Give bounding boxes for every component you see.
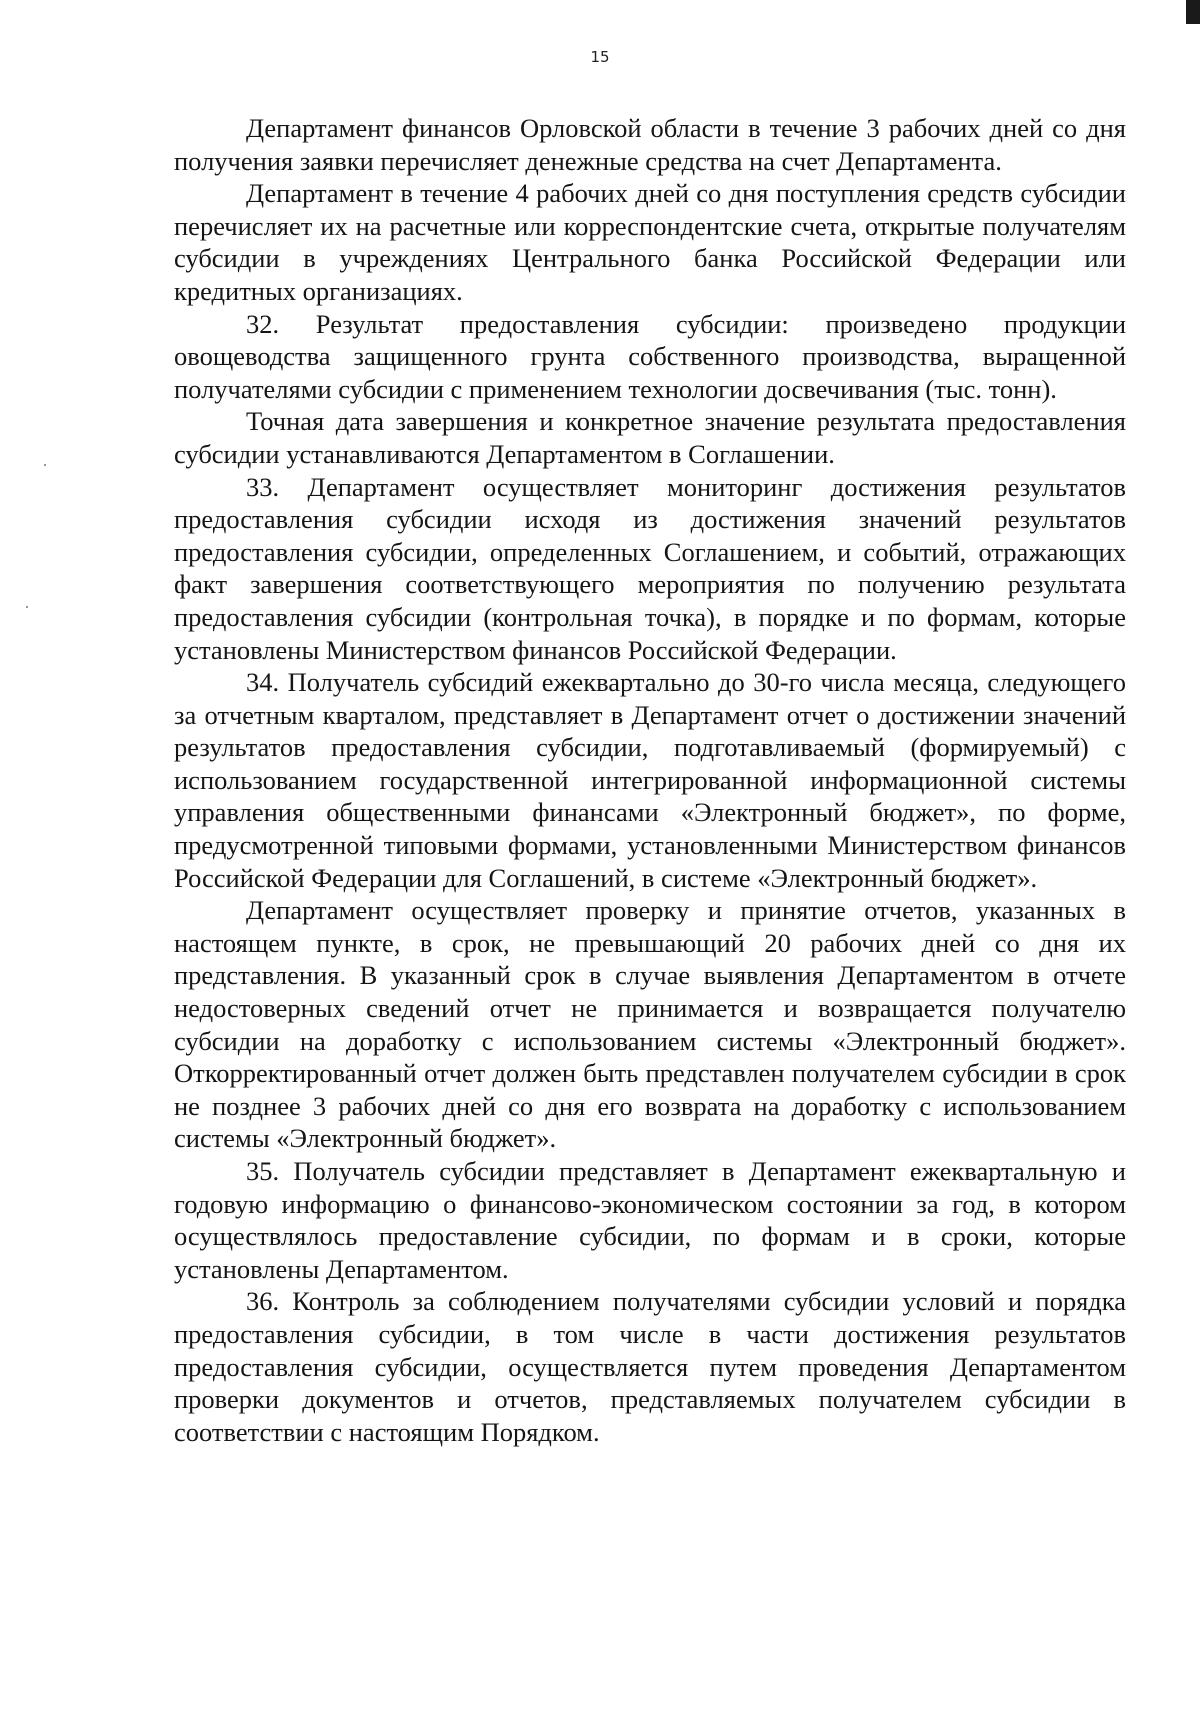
paragraph-report-verification: Департамент осуществляет проверку и принятие отчетов, указанных в настоящем пункте, в срок, не превышающий 20 рабочих дней со дня их представления. В указанный срок в случае выявления Департаментом в отчете недостоверных сведений отчет не принимается и возвращается получателю субсидии на доработку с использованием системы «Электронный бюджет». Откорректированный отчет должен быть представлен получателем субсидии в срок не позднее 3 рабочих дней со дня его возврата на доработку с использованием системы «Электронный бюджет». — [174, 895, 1126, 1154]
scan-speck — [44, 464, 46, 466]
paragraph-32-subsidy-result: 32. Результат предоставления субсидии: произведено продукции овощеводства защищенного грунта собственного производства, выращенной получателями субсидии с применением технологии досвечивания (тыс. тонн). — [174, 308, 1126, 404]
paragraph-transfer-by-finance-department: Департамент финансов Орловской области в течение 3 рабочих дней со дня получения заявки перечисляет денежные средства на счет Департамента. — [174, 113, 1126, 176]
paragraph-36-control: 36. Контроль за соблюдением получателями субсидии условий и порядка предоставления субсидии, в том числе в части достижения результатов предоставления субсидии, осуществляется путем проведения Департаментом проверки документов и отчетов, представляемых получателем субсидии в соответствии с настоящим Порядком. — [174, 1286, 1126, 1447]
paragraph-transfer-to-recipients: Департамент в течение 4 рабочих дней со дня поступления средств субсидии перечисляет их на расчетные или корреспондентские счета, открытые получателям субсидии в учреждениях Центрального банка Российской Федерации или кредитных организациях. — [174, 178, 1126, 306]
page-number: 15 — [590, 48, 610, 66]
paragraph-34-quarterly-report: 34. Получатель субсидий ежеквартально до 30-го числа месяца, следующего за отчетным кварталом, представляет в Департамент отчет о достижении значений результатов предоставления субсидии, подготавливаемый (формируемый) с использованием государственной интегрированной информационной системы управления общественными финансами «Электронный бюджет», по форме, предусмотренной типовыми формами, установленными Министерством финансов Российской Федерации для Соглашений, в системе «Электронный бюджет». — [174, 667, 1126, 893]
scan-speck — [26, 606, 28, 608]
document-body — [174, 112, 1126, 1448]
scan-corner-mark — [1186, 0, 1200, 24]
paragraph-35-financial-information: 35. Получатель субсидии представляет в Департамент ежеквартальную и годовую информацию о финансово-экономическом состоянии за год, в котором осуществлялось предоставление субсидии, по формам и в сроки, которые установлены Департаментом. — [174, 1156, 1126, 1284]
paragraph-33-monitoring: 33. Департамент осуществляет мониторинг достижения результатов предоставления субсидии исходя из достижения значений результатов предоставления субсидии, определенных Соглашением, и событий, отражающих факт завершения соответствующего мероприятия по получению результата предоставления субсидии (контрольная точка), в порядке и по формам, которые установлены Министерством финансов Российской Федерации. — [174, 471, 1126, 665]
paragraph-result-date-and-value: Точная дата завершения и конкретное значение результата предоставления субсидии устанавливаются Департаментом в Соглашении. — [174, 406, 1126, 469]
